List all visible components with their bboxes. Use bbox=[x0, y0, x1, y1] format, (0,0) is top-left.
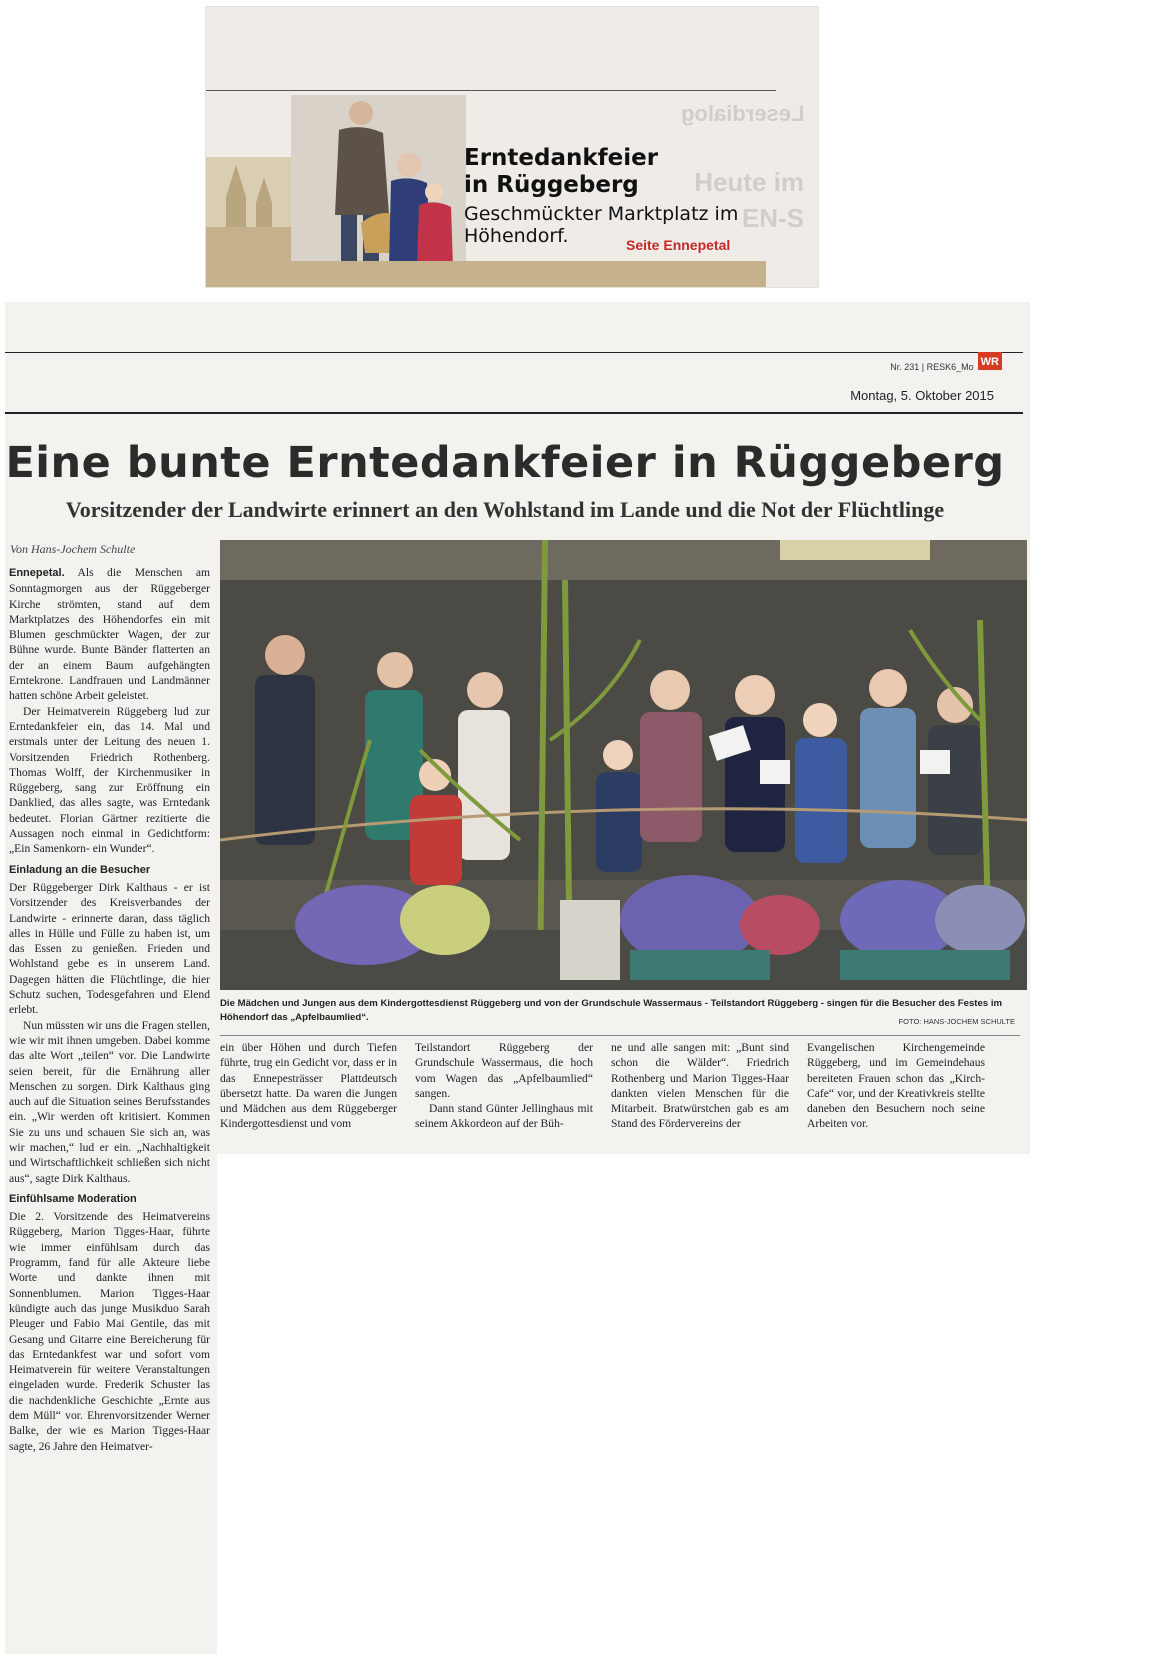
dateline: Ennepetal. bbox=[9, 567, 65, 579]
header-rule bbox=[5, 352, 1023, 353]
teaser-footer-bar bbox=[206, 261, 766, 287]
column-3-paragraph: Teilstandort Rüggeberg der Grundschule Wassermaus, die hoch vom Wagen das „Apfelbaumlied“ sangen. bbox=[415, 1041, 593, 1100]
subheading-invitation: Einladung an die Besucher bbox=[9, 863, 151, 876]
teaser-page-reference: Seite Ennepetal bbox=[626, 237, 731, 253]
article-subheadline: Vorsitzender der Landwirte erinnert an den Wohlstand im Lande und die Not der Flüchtlinge bbox=[65, 497, 945, 522]
issue-meta bbox=[890, 356, 1002, 372]
teaser-subtitle: Geschmückter Marktplatz im Höhendorf. bbox=[464, 203, 739, 247]
column-3-paragraph-2: Dann stand Günter Jellinghaus mit seinem Akkordeon auf der Büh- bbox=[415, 1102, 593, 1131]
paragraph-3: Der Rüggeberger Dirk Kalthaus - er ist Vorsitzender des Kreisverbandes der Landwirte - erinnerte daran, dass täglich alles in Hülle und Fülle zu haben ist, um das Essen zu genießen. Frieden und Wohlstand gebe es in unserem Land. Dagegen hätten die Flüchtlinge, die hier Schutz suchen, Todesgefahren und Elend erlebt. bbox=[9, 880, 210, 1017]
column-4: ne und alle sangen mit: „Bunt sind schon die Wälder“. Friedrich Rothenberg und Marion Tigges-Haar dankten vielen Menschen für die Mitarbeit. Bratwürstchen gab es am Stand des Fördervereins der bbox=[611, 1041, 789, 1131]
column-2: ein über Höhen und durch Tiefen führte, trug ein Gedicht vor, dass er in das Ennepesträsser Plattdeutsch übersetzt hatte. Da waren die Jungen und Mädchen aus dem Rüggeberger Kindergottesdienst und vom bbox=[220, 1041, 397, 1131]
teaser-rule bbox=[206, 90, 776, 91]
teaser-photo bbox=[291, 95, 466, 287]
paragraph-2: Der Heimatverein Rüggeberg lud zur Erntedankfeier ein, das 14. Mal und erstmals unter der Leitung des neuen 1. Vorsitzenden Friedrich Rothenberg. Thomas Wolff, der Kirchenmusiker in Rüggeberg, sang zur Eröffnung ein Danklied, das alles sagte, was Erntedank bedeutet. Florian Gärtner rezitierte die Aussagen noch einmal in Gedichtform: „Ein Samenkorn- ein Wunder“. bbox=[9, 704, 210, 856]
column-5: Evangelischen Kirchengemeinde Rüggeberg, und im Gemeindehaus bereiteten Frauen schon das „Kirch-Cafe“ vor, und der Kreativkreis stellte daneben den Besuchern noch seine Arbeiten vor. bbox=[807, 1041, 985, 1131]
church-skyline-graphic bbox=[206, 157, 296, 261]
teaser-title: Erntedankfeier in Rüggeberg bbox=[464, 145, 659, 198]
column-rule bbox=[220, 1035, 1020, 1036]
paragraph-5: Die 2. Vorsitzende des Heimatvereins Rüggeberg, Marion Tigges-Haar, führte wie immer einfühlsam durch das Programm, fand für alle Akteure liebe Worte und dankte ihnen mit Sonnenblumen. Marion Tigges-Haar kündigte auch das junge Musikduo Sarah Pleuger und Fabio Mai Gentile, das mit Gesang und Gitarre eine Bereicherung für das Erntedankfest war und sofort vom Heimatverein für weitere Veranstaltungen eingeladen wurde. Frederik Schuster las die nachdenkliche Geschichte „Ernte aus dem Müll“ vor. Ehrenvorsitzender Werner Balke, der wie es Marion Tigges-Haar sagte, 26 Jahre den Heimatver- bbox=[9, 1210, 210, 1453]
teaser-clipping bbox=[205, 6, 819, 288]
byline: Von Hans-Jochem Schulte bbox=[10, 542, 136, 556]
issue-number: Nr. 231 | RESK6_Mo bbox=[890, 362, 974, 372]
intro-paragraph bbox=[9, 565, 210, 704]
photo-credit: FOTO: HANS-JOCHEM SCHULTE bbox=[898, 1017, 1015, 1026]
column-3 bbox=[415, 1040, 593, 1132]
publication-date: Montag, 5. Oktober 2015 bbox=[850, 388, 994, 403]
column-1 bbox=[9, 565, 210, 1454]
subheading-moderation: Einfühlsame Moderation bbox=[9, 1192, 137, 1205]
article-headline: Eine bunte Erntedankfeier in Rüggeberg bbox=[5, 438, 1005, 488]
header-rule-bold bbox=[5, 412, 1023, 414]
article-photo bbox=[220, 540, 1027, 990]
bleed-through-text: Heute im bbox=[694, 167, 804, 197]
bleed-through-text: EN-S bbox=[741, 203, 804, 233]
paragraph-4: Nun müssten wir uns die Fragen stellen, wie wir mit ihnen umgeben. Dabei komme das alte Wort „teilen“ vor. Die Landwirte seien bereit, für die Ernährung aller Menschen zu sorgen. Dirk Kalthaus ging auch auf die Situation seines Berufsstandes ein. „Wir werden oft kritisiert. Kommen Sie zu uns und schauen Sie sich an, was wir machen,“ lud er ein. „Nachhaltigkeit und Wirtschaftlichkeit schließen sich nicht aus“, sagte Dirk Kalthaus. bbox=[9, 1018, 210, 1185]
bleed-through-text: Leserdialog bbox=[680, 101, 804, 126]
newspaper-logo: WR bbox=[978, 352, 1002, 370]
photo-caption: Die Mädchen und Jungen aus dem Kindergottesdienst Rüggeberg und von der Grundschule Wassermaus - Teilstandort Rüggeberg - singen für die Besucher des Festes im Höhendorf das „Apfelbaumlied“. bbox=[220, 998, 1003, 1023]
intro-text: Als die Menschen am Sonntagmorgen aus der Rüggeberger Kirche strömten, stand auf dem Marktplatzes des Höhendorfes ein mit Blumen geschmückter Wagen, der zur Bühne wurde. Bunte Bänder flatterten an der an einem Baum aufgehängten Erntekrone. Landfrauen und Landmänner hatten schöne Arbeit geleistet. bbox=[9, 566, 210, 703]
